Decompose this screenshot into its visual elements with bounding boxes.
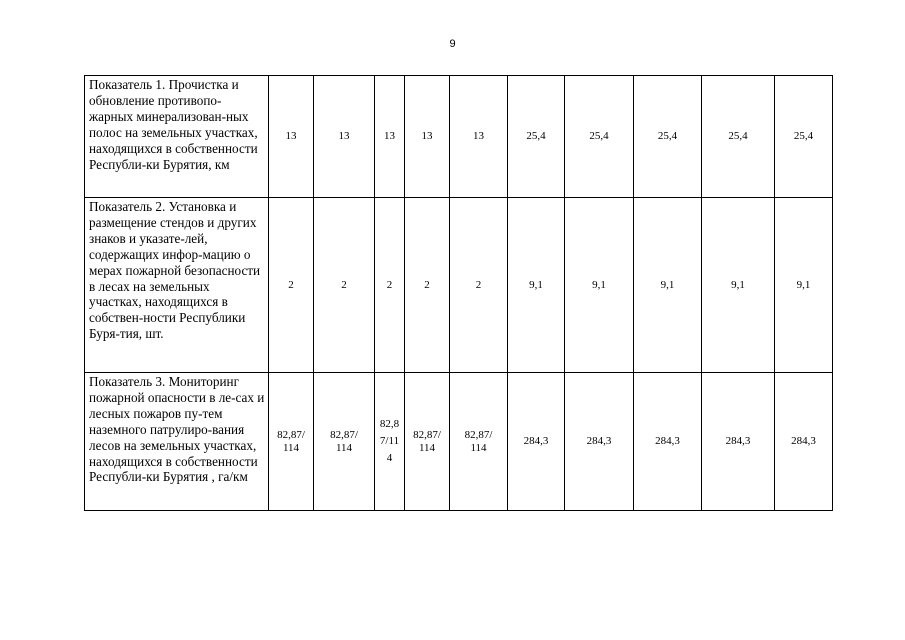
value-cell: 25,4 [508,76,565,198]
value-cell: 25,4 [634,76,702,198]
value-cell: 13 [405,76,450,198]
value-text: 82,87/ 114 [277,428,305,454]
indicator-label: Показатель 1. Прочистка и обновление противопо-жарных минерализован-ных полос на земельных участках, находящихся в собственности Республи-ки Бурятия, км [85,76,269,198]
value-cell: 13 [314,76,375,198]
value-cell: 9,1 [775,198,833,373]
value-cell: 13 [269,76,314,198]
value-cell: 284,3 [775,373,833,511]
value-cell: 2 [405,198,450,373]
value-cell: 9,1 [634,198,702,373]
table-row [85,76,833,198]
table-row [85,198,833,373]
value-cell: 9,1 [508,198,565,373]
value-cell: 2 [450,198,508,373]
value-cell: 25,4 [565,76,634,198]
value-cell: 2 [269,198,314,373]
value-cell: 9,1 [565,198,634,373]
table-row [85,373,833,511]
value-cell [269,373,314,511]
value-cell [314,373,375,511]
value-cell: 13 [375,76,405,198]
value-cell [405,373,450,511]
value-text: 82,87/114 [379,418,400,464]
indicators-table [84,75,833,511]
value-cell: 284,3 [702,373,775,511]
indicator-label: Показатель 2. Установка и размещение стендов и других знаков и указате-лей, содержащих инфор-мацию о мерах пожарной безопасности в лесах на земельных участках, находящихся в собствен-ности Республики Буря-тия, шт. [85,198,269,373]
value-cell: 284,3 [508,373,565,511]
value-text: 82,87/ 114 [413,428,441,454]
value-cell [375,373,405,511]
value-cell: 9,1 [702,198,775,373]
value-cell: 25,4 [775,76,833,198]
value-cell: 2 [314,198,375,373]
value-cell: 25,4 [702,76,775,198]
value-cell: 284,3 [634,373,702,511]
page-number: 9 [449,38,456,50]
indicator-label: Показатель 3. Мониторинг пожарной опасности в ле-сах и лесных пожаров пу-тем наземного патрулиро-вания лесов на земельных участках, находящихся в собственности Республи-ки Бурятия , га/км [85,373,269,511]
value-cell: 2 [375,198,405,373]
value-text: 82,87/ 114 [464,428,493,454]
value-cell: 13 [450,76,508,198]
value-cell: 284,3 [565,373,634,511]
value-text: 82,87/ 114 [330,428,358,454]
value-cell [450,373,508,511]
